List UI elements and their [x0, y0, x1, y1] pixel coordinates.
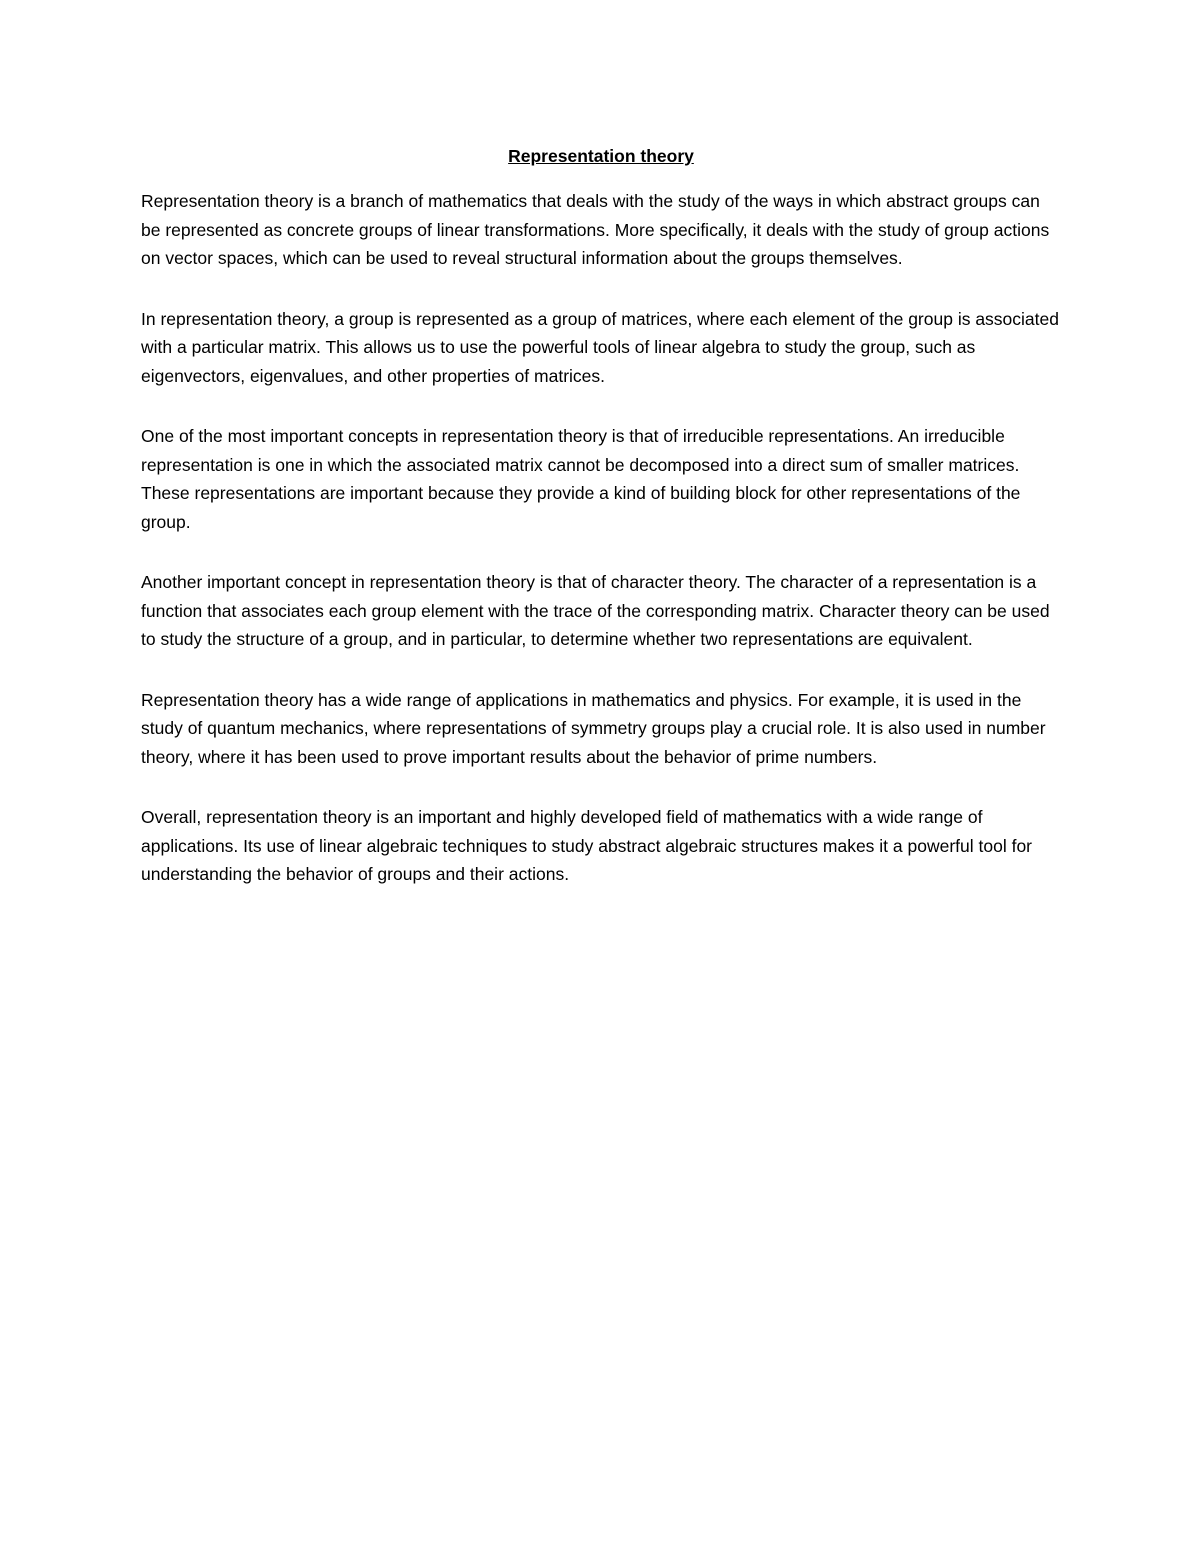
paragraph-conclusion: Overall, representation theory is an important and highly developed field of mathematics with a wide range of applications. Its use of linear algebraic techniques to study abstract algebraic structures makes it a powerful tool for understanding the behavior of groups and their actions.	[141, 807, 1033, 884]
paragraph-intro: Representation theory is a branch of mathematics that deals with the study of the ways in which abstract groups can be represented as concrete groups of linear transformations. More specifically, it deals with the study of group actions on vector spaces, which can be used to reveal structural information about the groups themselves.	[141, 191, 1050, 268]
document-title: Representation theory	[508, 146, 694, 166]
paragraph-matrices: In representation theory, a group is represented as a group of matrices, where each element of the group is associated with a particular matrix. This allows us to use the powerful tools of linear algebra to study the group, such as eigenvectors, eigenvalues, and other properties of matrices.	[141, 308, 1059, 386]
paragraph-irreducible: One of the most important concepts in representation theory is that of irreducible representations. An irreducible representation is one in which the associated matrix cannot be decomposed into a direct sum of smaller matrices. These representations are important because they provide a kind of building block for other representations of the group.	[141, 426, 1021, 532]
paragraph-character-theory: Another important concept in representation theory is that of character theory. The character of a representation is a function that associates each group element with the trace of the corresponding matrix. Character theory can be used to study the structure of a group, and in particular, to determine whether two representations are equivalent.	[141, 572, 1050, 649]
paragraph-applications: Representation theory has a wide range of applications in mathematics and physics. For example, it is used in the study of quantum mechanics, where representations of symmetry groups play a crucial role. It is also used in number theory, where it has been used to prove important results about the behavior of prime numbers.	[141, 689, 1046, 767]
document-body	[141, 142, 1061, 889]
